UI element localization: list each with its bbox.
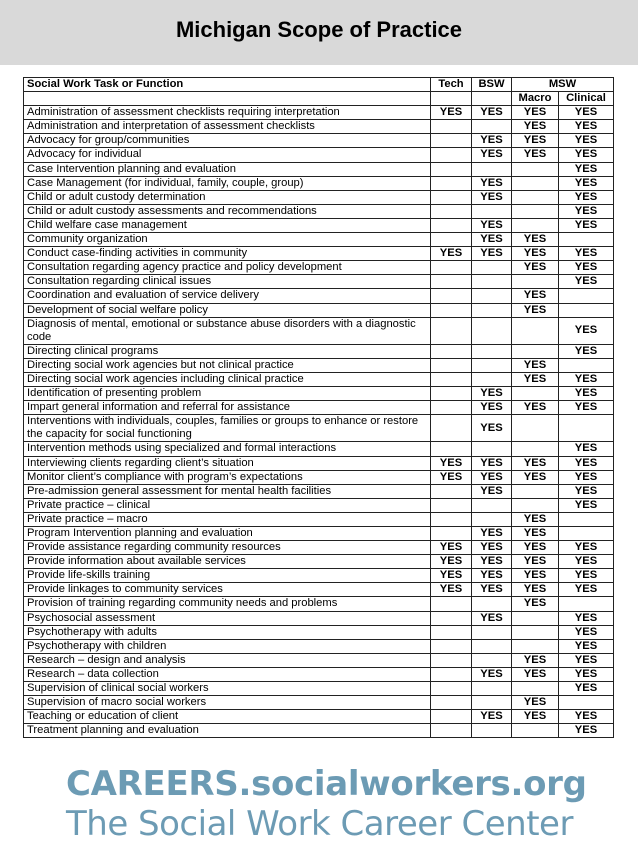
table-row (24, 415, 614, 442)
clinical-cell (559, 512, 614, 526)
bsw-cell: YES (472, 611, 512, 625)
clinical-cell (559, 696, 614, 710)
table-row (24, 470, 614, 484)
clinical-cell: YES (559, 639, 614, 653)
tech-cell (431, 442, 472, 456)
clinical-cell (559, 597, 614, 611)
macro-cell: YES (512, 597, 559, 611)
table-row (24, 190, 614, 204)
table-body (24, 106, 614, 738)
bsw-cell (472, 275, 512, 289)
bsw-cell (472, 372, 512, 386)
clinical-cell: YES (559, 176, 614, 190)
clinical-cell: YES (559, 682, 614, 696)
bsw-cell (472, 724, 512, 738)
bsw-cell: YES (472, 484, 512, 498)
tech-cell: YES (431, 541, 472, 555)
careers-url: CAREERS.socialworkers.org (66, 764, 587, 804)
task-cell: Child welfare case management (24, 218, 431, 232)
tech-cell (431, 303, 472, 317)
task-cell: Conduct case-finding activities in community (24, 247, 431, 261)
table-row (24, 639, 614, 653)
task-cell: Case Intervention planning and evaluation (24, 162, 431, 176)
bsw-cell: YES (472, 527, 512, 541)
macro-cell: YES (512, 120, 559, 134)
table-row (24, 358, 614, 372)
bsw-cell (472, 696, 512, 710)
tech-cell (431, 344, 472, 358)
macro-cell (512, 611, 559, 625)
clinical-cell: YES (559, 724, 614, 738)
bsw-cell (472, 303, 512, 317)
tech-cell: YES (431, 106, 472, 120)
table-row (24, 541, 614, 555)
tech-cell (431, 275, 472, 289)
clinical-cell: YES (559, 275, 614, 289)
bsw-cell (472, 261, 512, 275)
clinical-cell: YES (559, 498, 614, 512)
macro-cell (512, 724, 559, 738)
tech-cell (431, 696, 472, 710)
macro-cell: YES (512, 289, 559, 303)
table-row (24, 583, 614, 597)
task-cell: Supervision of clinical social workers (24, 682, 431, 696)
tech-cell (431, 625, 472, 639)
macro-cell (512, 176, 559, 190)
table-row (24, 724, 614, 738)
header-msw: MSW (512, 78, 614, 92)
bsw-cell: YES (472, 401, 512, 415)
tech-cell (431, 682, 472, 696)
tech-cell: YES (431, 569, 472, 583)
clinical-cell: YES (559, 541, 614, 555)
task-cell: Coordination and evaluation of service delivery (24, 289, 431, 303)
header-bsw: BSW (472, 78, 512, 92)
tech-cell: YES (431, 470, 472, 484)
bsw-cell: YES (472, 569, 512, 583)
task-cell: Research – design and analysis (24, 653, 431, 667)
macro-cell: YES (512, 148, 559, 162)
table-row (24, 569, 614, 583)
bsw-cell: YES (472, 415, 512, 442)
macro-cell (512, 682, 559, 696)
table-row (24, 498, 614, 512)
clinical-cell: YES (559, 247, 614, 261)
macro-cell (512, 639, 559, 653)
clinical-cell (559, 527, 614, 541)
macro-cell: YES (512, 303, 559, 317)
macro-cell: YES (512, 372, 559, 386)
bsw-cell (472, 344, 512, 358)
macro-cell (512, 204, 559, 218)
clinical-cell: YES (559, 470, 614, 484)
macro-cell: YES (512, 358, 559, 372)
task-cell: Monitor client’s compliance with program’s expectations (24, 470, 431, 484)
task-cell: Development of social welfare policy (24, 303, 431, 317)
bsw-cell: YES (472, 190, 512, 204)
header-tech: Tech (431, 78, 472, 92)
table-row (24, 204, 614, 218)
task-cell: Interventions with individuals, couples, families or groups to enhance or restore the capacity for social functioning (24, 415, 431, 442)
tech-cell (431, 233, 472, 247)
table-row (24, 261, 614, 275)
tech-cell (431, 176, 472, 190)
clinical-cell: YES (559, 456, 614, 470)
clinical-cell: YES (559, 218, 614, 232)
macro-cell: YES (512, 233, 559, 247)
table-row (24, 696, 614, 710)
macro-cell: YES (512, 653, 559, 667)
clinical-cell: YES (559, 583, 614, 597)
subheader-row (24, 92, 614, 106)
task-cell: Interviewing clients regarding client’s situation (24, 456, 431, 470)
table-row (24, 682, 614, 696)
table-row (24, 667, 614, 681)
task-cell: Advocacy for group/communities (24, 134, 431, 148)
clinical-cell (559, 233, 614, 247)
table-row (24, 456, 614, 470)
tech-cell (431, 289, 472, 303)
tech-cell (431, 218, 472, 232)
tech-cell (431, 190, 472, 204)
macro-cell: YES (512, 710, 559, 724)
table-row (24, 555, 614, 569)
clinical-cell: YES (559, 134, 614, 148)
macro-cell: YES (512, 569, 559, 583)
tech-cell: YES (431, 583, 472, 597)
table-row (24, 120, 614, 134)
bsw-cell (472, 120, 512, 134)
task-cell: Child or adult custody determination (24, 190, 431, 204)
tech-cell (431, 724, 472, 738)
bsw-cell (472, 289, 512, 303)
clinical-cell: YES (559, 372, 614, 386)
macro-cell: YES (512, 512, 559, 526)
task-cell: Supervision of macro social workers (24, 696, 431, 710)
bsw-cell (472, 639, 512, 653)
clinical-cell: YES (559, 625, 614, 639)
task-cell: Directing clinical programs (24, 344, 431, 358)
table-row (24, 442, 614, 456)
tech-cell (431, 498, 472, 512)
tech-cell (431, 401, 472, 415)
tech-cell (431, 162, 472, 176)
page-title: Michigan Scope of Practice (175, 17, 463, 42)
macro-cell: YES (512, 555, 559, 569)
bsw-cell: YES (472, 233, 512, 247)
table-row (24, 148, 614, 162)
tech-cell (431, 484, 472, 498)
table-row (24, 134, 614, 148)
clinical-cell: YES (559, 611, 614, 625)
table-row (24, 372, 614, 386)
clinical-cell: YES (559, 317, 614, 344)
clinical-cell: YES (559, 204, 614, 218)
task-cell: Identification of presenting problem (24, 387, 431, 401)
clinical-cell: YES (559, 190, 614, 204)
table-row (24, 653, 614, 667)
bsw-cell (472, 162, 512, 176)
career-center-tagline: The Social Work Career Center (66, 804, 573, 844)
bsw-cell: YES (472, 667, 512, 681)
table-row (24, 303, 614, 317)
table-row (24, 289, 614, 303)
task-cell: Directing social work agencies including clinical practice (24, 372, 431, 386)
task-cell: Impart general information and referral for assistance (24, 401, 431, 415)
macro-cell: YES (512, 106, 559, 120)
task-cell: Pre-admission general assessment for mental health facilities (24, 484, 431, 498)
bsw-cell (472, 653, 512, 667)
table-row (24, 275, 614, 289)
task-cell: Intervention methods using specialized and formal interactions (24, 442, 431, 456)
task-cell: Provide life-skills training (24, 569, 431, 583)
task-cell: Research – data collection (24, 667, 431, 681)
table-row (24, 317, 614, 344)
clinical-cell: YES (559, 387, 614, 401)
tech-cell (431, 667, 472, 681)
macro-cell (512, 218, 559, 232)
clinical-cell: YES (559, 555, 614, 569)
bsw-cell (472, 442, 512, 456)
table-row (24, 233, 614, 247)
bsw-cell: YES (472, 218, 512, 232)
macro-cell (512, 442, 559, 456)
table-row (24, 484, 614, 498)
task-cell: Diagnosis of mental, emotional or substance abuse disorders with a diagnostic code (24, 317, 431, 344)
task-cell: Treatment planning and evaluation (24, 724, 431, 738)
table-row (24, 512, 614, 526)
tech-cell (431, 372, 472, 386)
task-cell: Provide information about available services (24, 555, 431, 569)
task-cell: Community organization (24, 233, 431, 247)
table-row (24, 611, 614, 625)
macro-cell (512, 275, 559, 289)
clinical-cell: YES (559, 667, 614, 681)
tech-cell (431, 639, 472, 653)
macro-cell: YES (512, 401, 559, 415)
clinical-cell: YES (559, 148, 614, 162)
bsw-cell (472, 682, 512, 696)
clinical-cell (559, 303, 614, 317)
macro-cell: YES (512, 261, 559, 275)
tech-cell: YES (431, 555, 472, 569)
tech-cell: YES (431, 247, 472, 261)
task-cell: Directing social work agencies but not clinical practice (24, 358, 431, 372)
bsw-cell: YES (472, 247, 512, 261)
tech-cell (431, 134, 472, 148)
bsw-cell: YES (472, 456, 512, 470)
macro-cell (512, 317, 559, 344)
bsw-cell (472, 204, 512, 218)
bsw-cell: YES (472, 387, 512, 401)
bsw-cell: YES (472, 148, 512, 162)
clinical-cell: YES (559, 106, 614, 120)
macro-cell: YES (512, 456, 559, 470)
bsw-cell: YES (472, 541, 512, 555)
tech-cell (431, 653, 472, 667)
macro-cell: YES (512, 696, 559, 710)
task-cell: Administration and interpretation of assessment checklists (24, 120, 431, 134)
table-row (24, 527, 614, 541)
tech-cell (431, 261, 472, 275)
bsw-cell (472, 512, 512, 526)
task-cell: Provision of training regarding community needs and problems (24, 597, 431, 611)
table-row (24, 344, 614, 358)
clinical-cell: YES (559, 484, 614, 498)
tech-cell (431, 597, 472, 611)
table-row (24, 106, 614, 120)
macro-cell (512, 415, 559, 442)
scope-table (23, 77, 614, 738)
task-cell: Program Intervention planning and evaluation (24, 527, 431, 541)
tech-cell (431, 148, 472, 162)
task-cell: Administration of assessment checklists requiring interpretation (24, 106, 431, 120)
macro-cell: YES (512, 470, 559, 484)
task-cell: Private practice – clinical (24, 498, 431, 512)
clinical-cell: YES (559, 569, 614, 583)
clinical-cell: YES (559, 162, 614, 176)
task-cell: Advocacy for individual (24, 148, 431, 162)
task-cell: Psychosocial assessment (24, 611, 431, 625)
clinical-cell: YES (559, 401, 614, 415)
tech-cell (431, 512, 472, 526)
bsw-cell (472, 498, 512, 512)
bsw-cell (472, 317, 512, 344)
table-row (24, 401, 614, 415)
clinical-cell: YES (559, 120, 614, 134)
bsw-cell: YES (472, 134, 512, 148)
tech-cell (431, 415, 472, 442)
macro-cell (512, 387, 559, 401)
macro-cell (512, 344, 559, 358)
bsw-cell (472, 597, 512, 611)
subheader-empty (431, 92, 472, 106)
tech-cell: YES (431, 456, 472, 470)
tech-cell (431, 710, 472, 724)
macro-cell: YES (512, 247, 559, 261)
task-cell: Psychotherapy with adults (24, 625, 431, 639)
header-row (24, 78, 614, 92)
macro-cell (512, 484, 559, 498)
macro-cell (512, 190, 559, 204)
macro-cell (512, 162, 559, 176)
bsw-cell: YES (472, 583, 512, 597)
tech-cell (431, 317, 472, 344)
bsw-cell: YES (472, 470, 512, 484)
table-row (24, 625, 614, 639)
macro-cell (512, 498, 559, 512)
table-row (24, 710, 614, 724)
subheader-empty (24, 92, 431, 106)
task-cell: Teaching or education of client (24, 710, 431, 724)
bsw-cell: YES (472, 176, 512, 190)
bsw-cell (472, 358, 512, 372)
table-row (24, 597, 614, 611)
macro-cell: YES (512, 541, 559, 555)
tech-cell (431, 204, 472, 218)
header-macro: Macro (512, 92, 559, 106)
task-cell: Psychotherapy with children (24, 639, 431, 653)
bsw-cell (472, 625, 512, 639)
table-row (24, 218, 614, 232)
task-cell: Child or adult custody assessments and recommendations (24, 204, 431, 218)
clinical-cell: YES (559, 261, 614, 275)
table-row (24, 162, 614, 176)
tech-cell (431, 527, 472, 541)
task-cell: Provide linkages to community services (24, 583, 431, 597)
bsw-cell: YES (472, 710, 512, 724)
task-cell: Consultation regarding clinical issues (24, 275, 431, 289)
header-task: Social Work Task or Function (24, 78, 431, 92)
table-row (24, 247, 614, 261)
task-cell: Case Management (for individual, family, couple, group) (24, 176, 431, 190)
macro-cell: YES (512, 583, 559, 597)
tech-cell (431, 611, 472, 625)
table-row (24, 176, 614, 190)
clinical-cell (559, 415, 614, 442)
clinical-cell: YES (559, 344, 614, 358)
task-cell: Consultation regarding agency practice and policy development (24, 261, 431, 275)
macro-cell (512, 625, 559, 639)
clinical-cell: YES (559, 653, 614, 667)
header-clinical: Clinical (559, 92, 614, 106)
macro-cell: YES (512, 527, 559, 541)
subheader-empty (472, 92, 512, 106)
task-cell: Provide assistance regarding community resources (24, 541, 431, 555)
clinical-cell: YES (559, 710, 614, 724)
task-cell: Private practice – macro (24, 512, 431, 526)
macro-cell: YES (512, 667, 559, 681)
tech-cell (431, 120, 472, 134)
tech-cell (431, 387, 472, 401)
macro-cell: YES (512, 134, 559, 148)
clinical-cell (559, 358, 614, 372)
tech-cell (431, 358, 472, 372)
clinical-cell (559, 289, 614, 303)
bsw-cell: YES (472, 555, 512, 569)
clinical-cell: YES (559, 442, 614, 456)
bsw-cell: YES (472, 106, 512, 120)
table-row (24, 387, 614, 401)
